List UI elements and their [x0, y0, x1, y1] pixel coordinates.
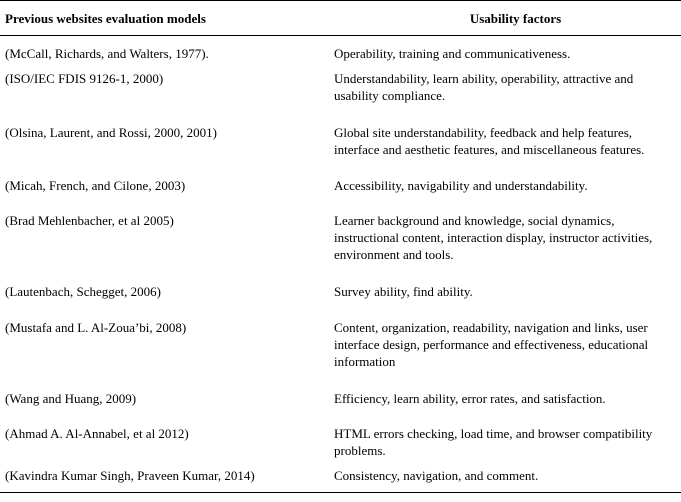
table-row [0, 319, 681, 390]
model-cell: (Micah, French, and Cilone, 2003) [5, 178, 186, 193]
model-cell: (Ahmad A. Al-Annabel, et al 2012) [5, 426, 189, 441]
model-cell: (Wang and Huang, 2009) [5, 391, 137, 406]
table-row [0, 467, 681, 493]
model-cell: (Olsina, Laurent, and Rossi, 2000, 2001) [5, 125, 217, 140]
factors-cell: Operability, training and communicativeness. [334, 46, 571, 61]
table-row [0, 283, 681, 319]
header-usability-factors: Usability factors [469, 10, 562, 26]
table-header [0, 1, 681, 36]
model-cell: (Lautenbach, Schegget, 2006) [5, 284, 161, 299]
table-row [0, 390, 681, 425]
table-row [0, 124, 681, 177]
model-cell: (Mustafa and L. Al-Zoua’bi, 2008) [5, 320, 187, 335]
factors-cell: Learner background and knowledge, social dynamics, instructional content, interaction display, instructor activities, environment and tools. [334, 213, 653, 262]
table-row [0, 212, 681, 283]
table-row [0, 177, 681, 212]
factors-cell: Consistency, navigation, and comment. [334, 468, 539, 483]
factors-cell: Accessibility, navigability and understandability. [334, 178, 588, 193]
model-cell: (McCall, Richards, and Walters, 1977). [5, 46, 209, 61]
factors-cell: Survey ability, find ability. [334, 284, 473, 299]
model-cell: (Brad Mehlenbacher, et al 2005) [5, 213, 174, 228]
factors-cell: Efficiency, learn ability, error rates, and satisfaction. [334, 391, 606, 406]
header-row [0, 1, 681, 36]
factors-cell: Global site understandability, feedback and help features, interface and aesthetic features, and miscellaneous features. [334, 125, 645, 157]
factors-cell: Understandability, learn ability, operability, attractive and usability compliance. [334, 71, 634, 103]
header-models: Previous websites evaluation models [5, 10, 206, 26]
table-row [0, 36, 681, 71]
table-row [0, 425, 681, 467]
model-cell: (ISO/IEC FDIS 9126-1, 2000) [5, 71, 164, 86]
factors-cell: Content, organization, readability, navigation and links, user interface design, performance and effectiveness, educational information [334, 320, 649, 369]
table-row [0, 70, 681, 124]
model-cell: (Kavindra Kumar Singh, Praveen Kumar, 2014) [5, 468, 255, 483]
table-body [0, 36, 681, 493]
factors-cell: HTML errors checking, load time, and browser compatibility problems. [334, 426, 653, 458]
